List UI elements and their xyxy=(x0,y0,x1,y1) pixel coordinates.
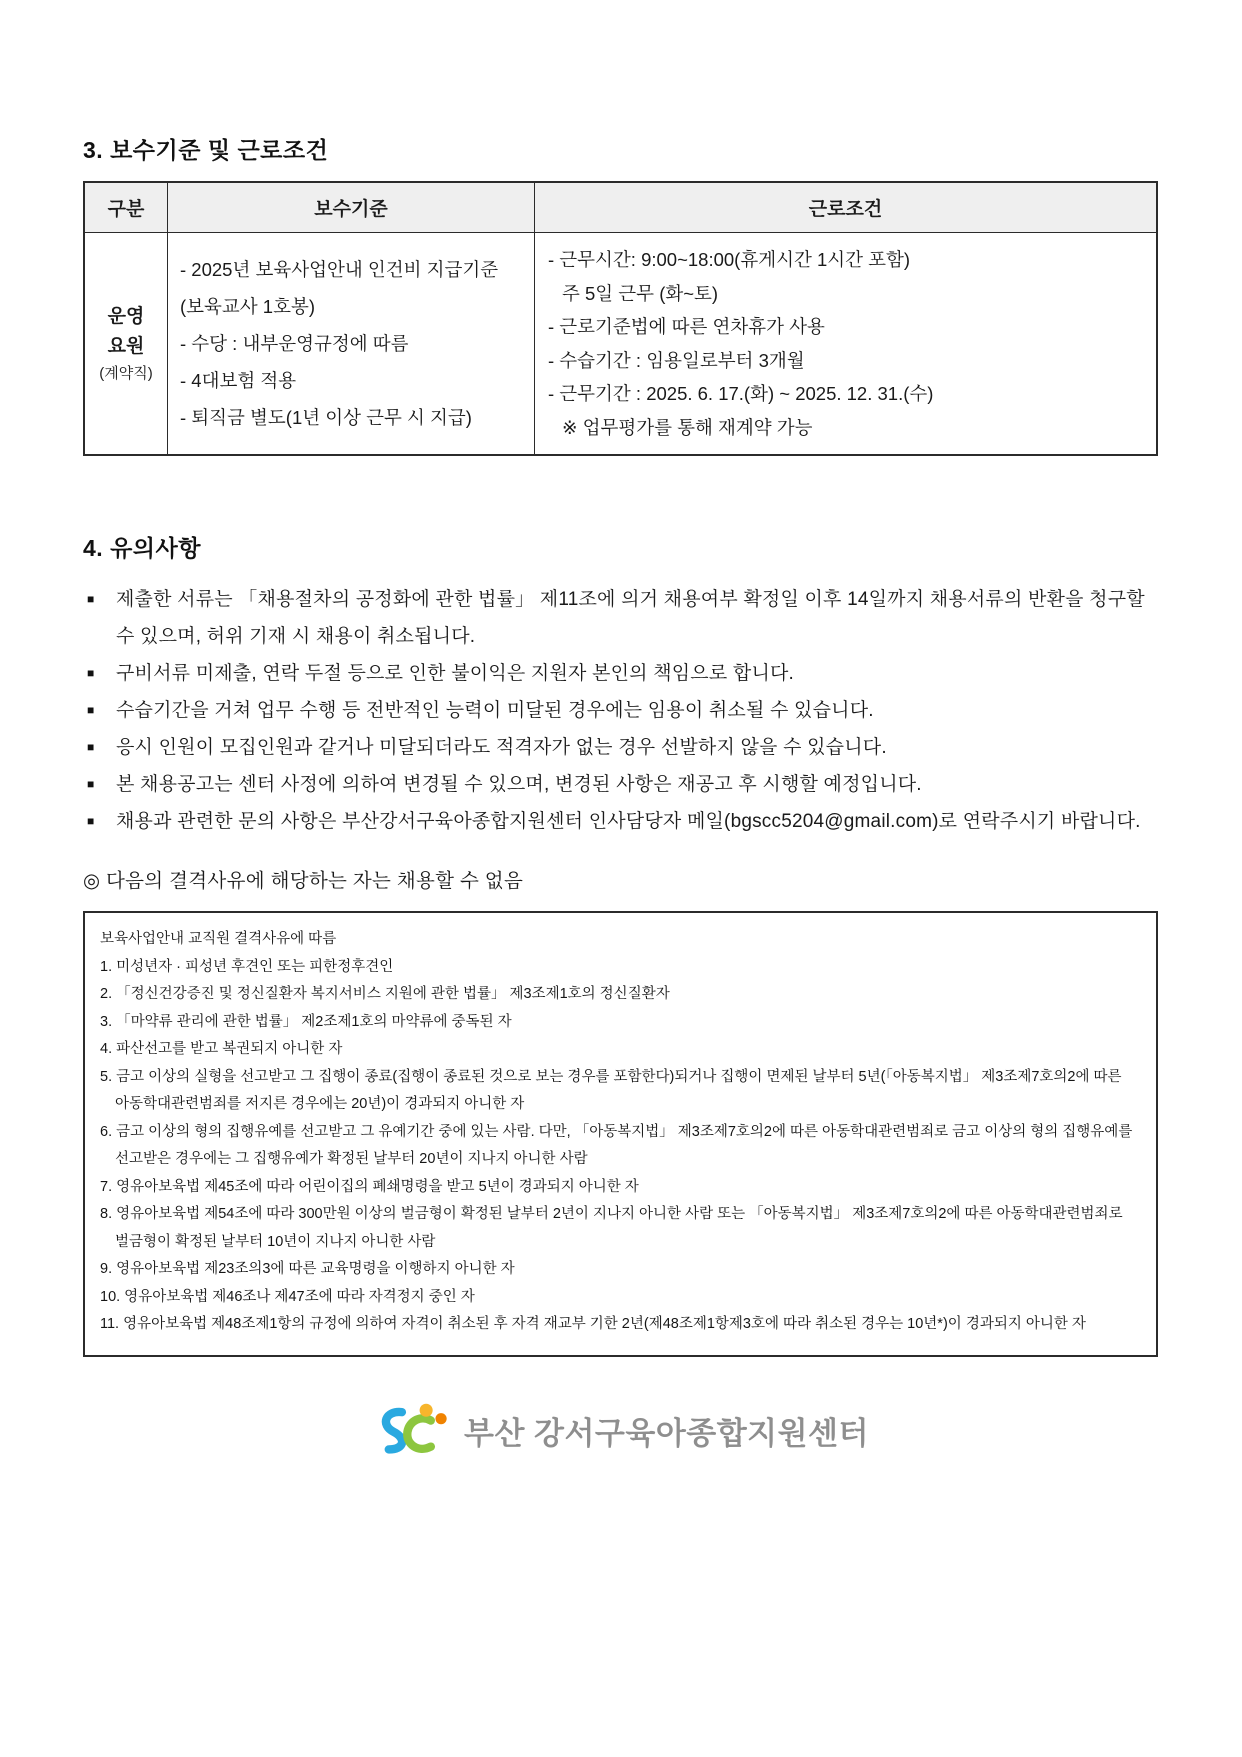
notice-list xyxy=(83,581,1158,840)
work-line: 주 5일 근무 (화~토) xyxy=(562,282,719,304)
notice-text: 수습기간을 거쳐 업무 수행 등 전반적인 능력이 미달된 경우에는 임용이 취소될 수 있습니다. xyxy=(116,700,874,721)
header-work-conditions: 근로조건 xyxy=(535,182,1158,233)
disqualification-item: 2. 「정신건강증진 및 정신질환자 복지서비스 지원에 관한 법률」 제3조제1호의 정신질환자 xyxy=(100,986,670,1002)
notice-text: 응시 인원이 모집인원과 같거나 미달되더라도 적격자가 없는 경우 선발하지 않을 수 있습니다. xyxy=(116,737,887,758)
center-name: 부산 강서구육아종합지원센터 xyxy=(464,1415,869,1451)
category-contract-type: (계약직) xyxy=(99,364,153,382)
disqualification-heading: ◎ 다음의 결격사유에 해당하는 자는 채용할 수 없음 xyxy=(83,870,524,892)
work-line-note: ※ 업무평가를 통해 재계약 가능 xyxy=(562,416,813,438)
table-header-row xyxy=(84,182,1157,233)
pay-conditions-table xyxy=(83,181,1158,456)
footer xyxy=(83,1399,1158,1462)
work-conditions-cell xyxy=(535,233,1158,456)
notice-item xyxy=(83,729,1158,766)
notice-item xyxy=(83,803,1158,840)
notice-text: 제출한 서류는 「채용절차의 공정화에 관한 법률」 제11조에 의거 채용여부 확정일 이후 14일까지 채용서류의 반환을 청구할 수 있으며, 허위 기재 시 채용이 취소됩니다. xyxy=(116,589,1145,647)
disqualification-box xyxy=(83,911,1158,1357)
disqualification-item: 11. 영유아보육법 제48조제1항의 규정에 의하여 자격이 취소된 후 자격 재교부 기한 2년(제48조제1항제3호에 따라 취소된 경우는 10년*)이 경과되지 아니한 자 xyxy=(100,1316,1086,1332)
notice-item xyxy=(83,766,1158,803)
notice-item xyxy=(83,692,1158,729)
bullet-square-icon: ■ xyxy=(87,666,95,680)
bullet-square-icon: ■ xyxy=(87,740,95,754)
disqualification-item: 7. 영유아보육법 제45조에 따라 어린이집의 폐쇄명령을 받고 5년이 경과되지 아니한 자 xyxy=(100,1178,639,1195)
center-logo-icon xyxy=(372,1399,456,1462)
disqualification-intro: 보육사업안내 교직원 결격사유에 따름 xyxy=(100,931,337,947)
pay-line: - 2025년 보육사업안내 인건비 지급기준 xyxy=(180,259,499,280)
notice-item xyxy=(83,655,1158,692)
disqualification-item: 4. 파산선고를 받고 복권되지 아니한 자 xyxy=(100,1041,343,1057)
work-line: - 수습기간 : 임용일로부터 3개월 xyxy=(548,349,805,371)
disqualification-item: 6. 금고 이상의 형의 집행유예를 선고받고 그 유예기간 중에 있는 사람. 다만, 「아동복지법」 제3조제7호의2에 따른 아동학대관련범죄로 금고 이상의 형의 집행유예를 선고받은 경우에는 그 집행유예가 확정된 날부터 20년이 지나지 아니한 사람 xyxy=(100,1123,1133,1167)
header-category: 구분 xyxy=(84,182,168,233)
category-cell xyxy=(84,233,168,456)
bullet-square-icon: ■ xyxy=(87,814,95,828)
category-line: 요원 xyxy=(107,335,145,357)
bullet-square-icon: ■ xyxy=(87,703,95,717)
header-pay-standard: 보수기준 xyxy=(168,182,535,233)
notice-text: 구비서류 미제출, 연락 두절 등으로 인한 불이익은 지원자 본인의 책임으로 합니다. xyxy=(116,663,795,684)
notice-item xyxy=(83,581,1158,655)
pay-line: - 퇴직금 별도(1년 이상 근무 시 지급) xyxy=(180,407,472,428)
pay-line: (보육교사 1호봉) xyxy=(180,296,315,317)
category-line: 운영 xyxy=(107,305,145,327)
disqualification-item: 3. 「마약류 관리에 관한 법률」 제2조제1호의 마약류에 중독된 자 xyxy=(100,1013,512,1030)
disqualification-item: 10. 영유아보육법 제46조나 제47조에 따라 자격정지 중인 자 xyxy=(100,1288,475,1305)
work-line: - 근무시간: 9:00~18:00(휴게시간 1시간 포함) xyxy=(548,249,911,270)
pay-standard-cell xyxy=(168,233,535,456)
disqualification-item: 9. 영유아보육법 제23조의3에 따른 교육명령을 이행하지 아니한 자 xyxy=(100,1261,515,1277)
disqualification-item: 1. 미성년자 · 피성년 후견인 또는 피한정후견인 xyxy=(100,958,394,975)
notice-text: 본 채용공고는 센터 사정에 의하여 변경될 수 있으며, 변경된 사항은 재공고 후 시행할 예정입니다. xyxy=(116,774,922,795)
disqualification-item: 5. 금고 이상의 실형을 선고받고 그 집행이 종료(집행이 종료된 것으로 보는 경우를 포함한다)되거나 집행이 면제된 날부터 5년(「아동복지법」 제3조제7호의2에 따른 아동학대관련범죄를 저지른 경우에는 20년)이 경과되지 아니한 자 xyxy=(100,1068,1122,1112)
work-line: - 근무기간 : 2025. 6. 17.(화) ~ 2025. 12. 31.(수) xyxy=(548,383,934,404)
disqualification-item: 8. 영유아보육법 제54조에 따라 300만원 이상의 벌금형이 확정된 날부터 2년이 지나지 아니한 사람 또는 「아동복지법」 제3조제7호의2에 따른 아동학대관련범죄로 벌금형이 확정된 날부터 10년이 지나지 아니한 사람 xyxy=(100,1206,1123,1250)
section3-title: 3. 보수기준 및 근로조건 xyxy=(83,137,329,163)
pay-line: - 수당 : 내부운영규정에 따름 xyxy=(180,333,409,354)
bullet-square-icon: ■ xyxy=(87,592,95,606)
notice-text: 채용과 관련한 문의 사항은 부산강서구육아종합지원센터 인사담당자 메일(bgscc5204@gmail.com)로 연락주시기 바랍니다. xyxy=(116,811,1141,832)
table-row xyxy=(84,233,1157,456)
pay-line: - 4대보험 적용 xyxy=(180,370,297,391)
section4-title: 4. 유의사항 xyxy=(83,535,201,561)
work-line: - 근로기준법에 따른 연차휴가 사용 xyxy=(548,316,825,337)
bullet-square-icon: ■ xyxy=(87,777,95,791)
